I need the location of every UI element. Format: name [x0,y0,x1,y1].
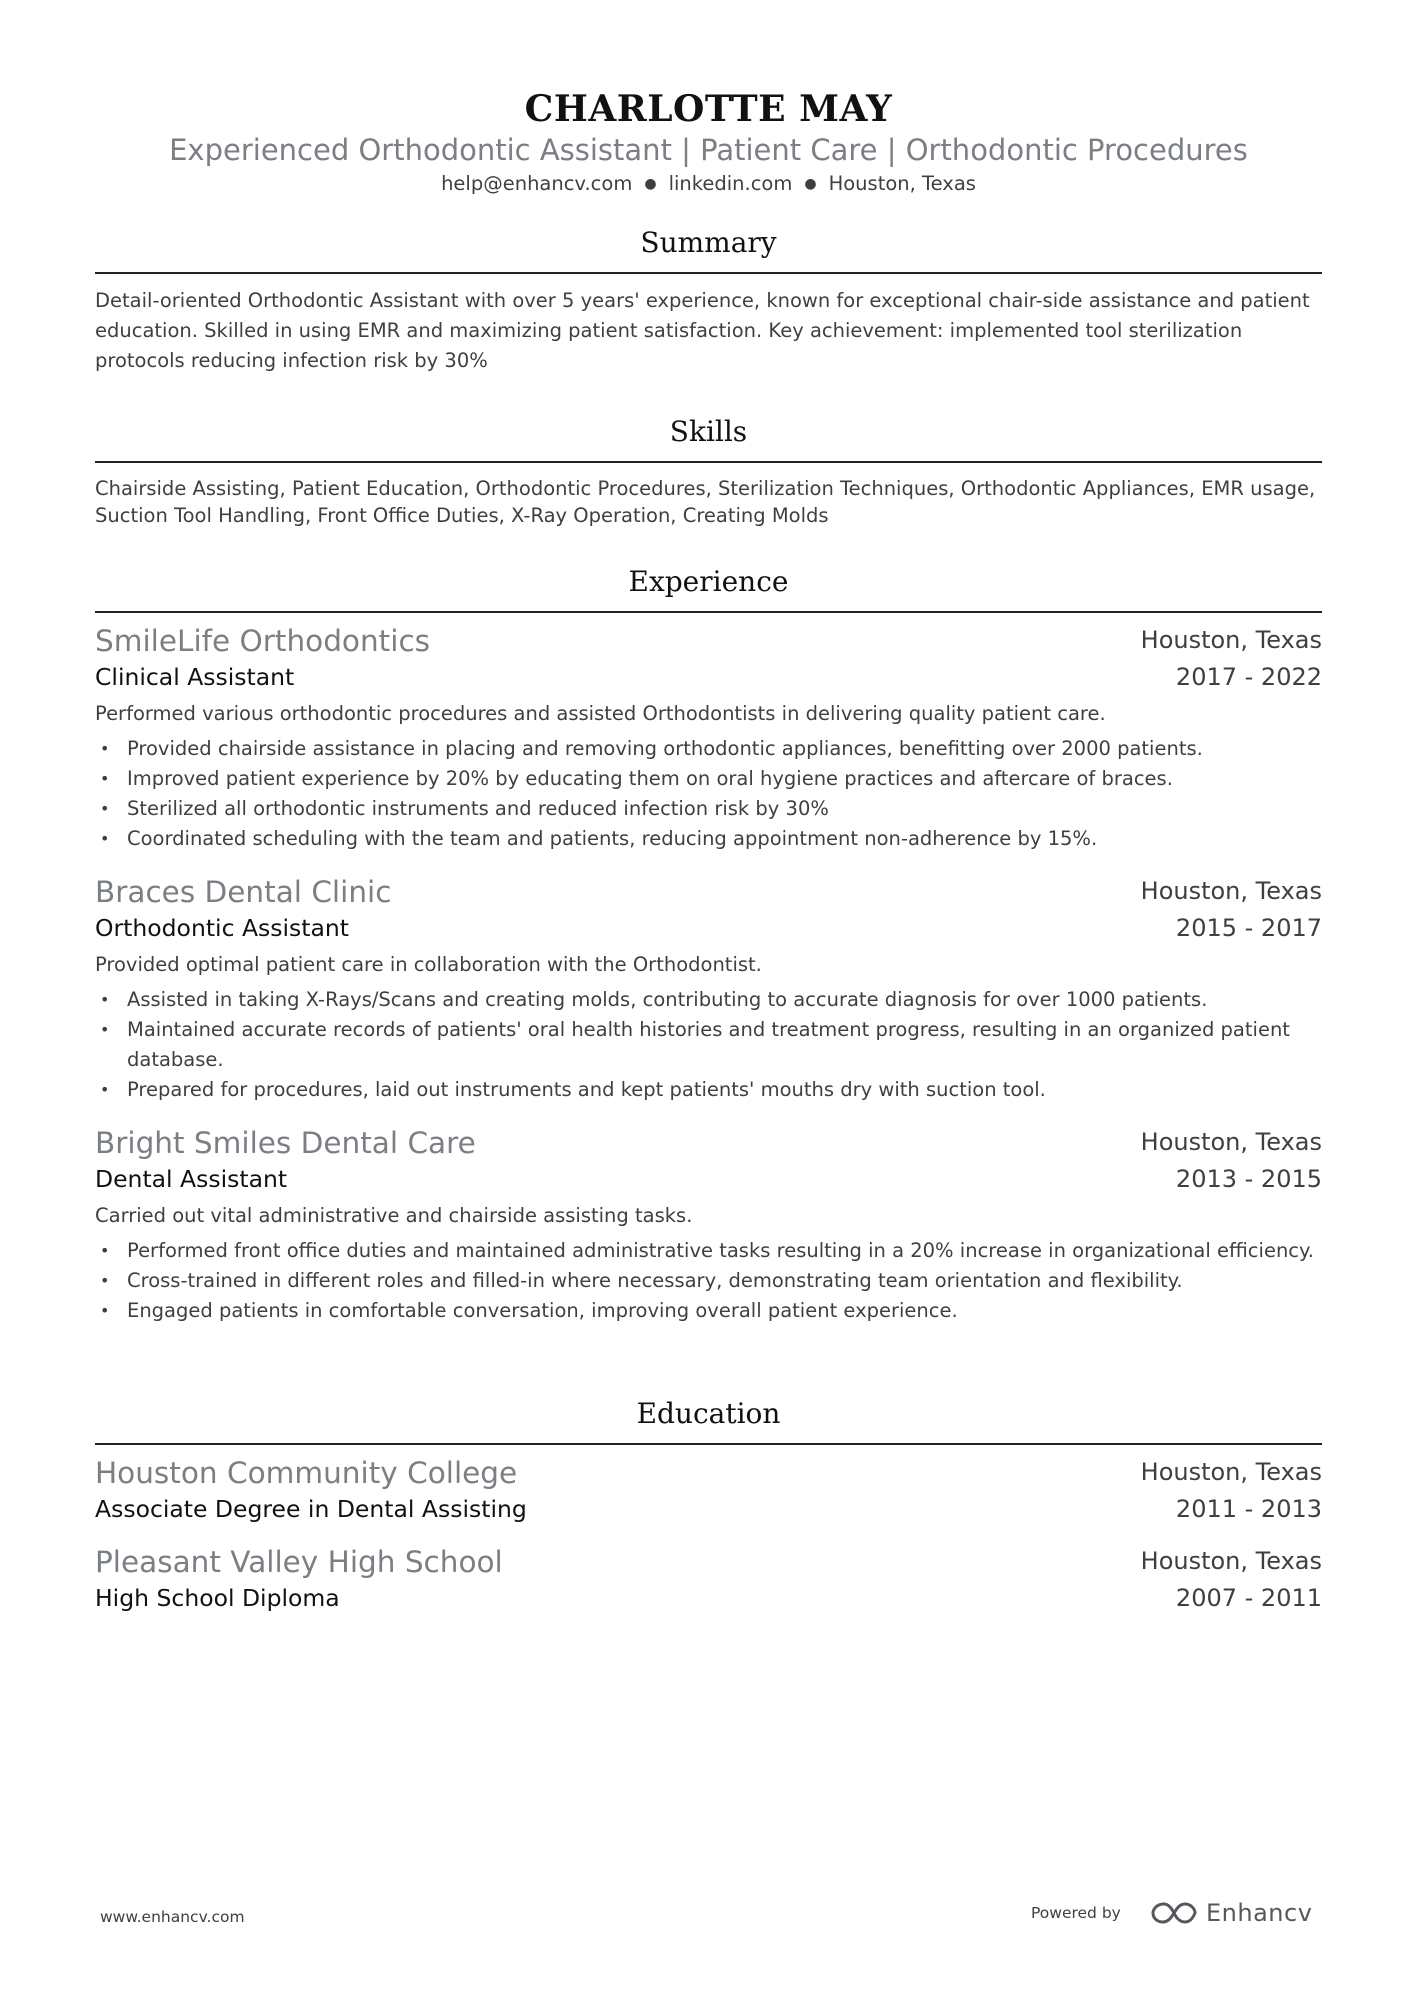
job-title: Clinical Assistant [95,663,295,691]
job-title: Dental Assistant [95,1165,288,1193]
experience-heading: Experience [628,565,789,598]
achievement-item: • Maintained accurate records of patients' oral health histories and treatment progress, resulting in an organized patient database. [95,1015,1322,1075]
summary-heading: Summary [640,226,777,259]
company-name: Bright Smiles Dental Care [95,1126,476,1160]
achievement-list [95,985,1322,1105]
skills-heading: Skills [669,415,748,448]
section-divider [95,1443,1322,1445]
education-heading: Education [636,1397,781,1430]
school-location: Houston, Texas [1140,1458,1322,1486]
achievement-item: • Coordinated scheduling with the team and patients, reducing appointment non-adherence by 15%. [95,824,1322,854]
section-divider [95,611,1322,613]
company-location: Houston, Texas [1140,1128,1322,1156]
job-title: Orthodontic Assistant [95,914,350,942]
education-dates: 2007 - 2011 [1175,1584,1322,1612]
achievement-item: • Provided chairside assistance in placing and removing orthodontic appliances, benefitting over 2000 patients. [95,734,1322,764]
achievement-item: • Prepared for procedures, laid out instruments and kept patients' mouths dry with suction tool. [95,1075,1322,1105]
achievement-item: • Cross-trained in different roles and filled-in where necessary, demonstrating team orientation and flexibility. [95,1266,1322,1296]
achievement-item: • Engaged patients in comfortable conversation, improving overall patient experience. [95,1296,1322,1326]
job-dates: 2015 - 2017 [1175,914,1322,942]
separator-dot: ● [644,176,657,192]
footer-website[interactable]: www.enhancv.com [100,1908,245,1926]
job-dates: 2017 - 2022 [1175,663,1322,691]
school-name: Houston Community College [95,1456,518,1490]
contact-linkedin[interactable]: linkedin.com [668,172,793,195]
company-location: Houston, Texas [1140,626,1322,654]
achievement-item: • Assisted in taking X-Rays/Scans and creating molds, contributing to accurate diagnosis for over 1000 patients. [95,985,1322,1015]
job-description: Provided optimal patient care in collaboration with the Orthodontist. [95,953,762,976]
school-location: Houston, Texas [1140,1547,1322,1575]
separator-dot: ● [804,176,817,192]
contact-location: Houston, Texas [828,172,976,195]
footer-brand-logo[interactable] [1150,1893,1312,1933]
achievement-item: • Performed front office duties and maintained administrative tasks resulting in a 20% increase in organizational efficiency. [95,1236,1322,1266]
achievement-list [95,734,1322,854]
section-divider [95,461,1322,463]
section-divider [95,272,1322,274]
education-dates: 2011 - 2013 [1175,1495,1322,1523]
contact-line [95,172,1322,195]
achievement-list [95,1236,1322,1326]
job-dates: 2013 - 2015 [1175,1165,1322,1193]
footer-brand-name: Enhancv [1206,1899,1313,1927]
company-name: SmileLife Orthodontics [95,624,431,658]
candidate-name: CHARLOTTE MAY [524,88,893,130]
degree-title: Associate Degree in Dental Assisting [95,1495,527,1523]
degree-title: High School Diploma [95,1584,340,1612]
enhancv-logo-icon [1150,1900,1198,1926]
skills-text: Chairside Assisting, Patient Education, Orthodontic Procedures, Sterilization Techniques, Orthodontic Appliances, EMR usage, Suction Tool Handling, Front Office Duties, X-Ray Operation, Creating Molds [95,477,1316,527]
summary-text: Detail-oriented Orthodontic Assistant with over 5 years' experience, known for exceptional chair-side assistance and patient education. Skilled in using EMR and maximizing patient satisfaction. Key achievement: implemented tool sterilization protocols reducing infection risk by 30% [95,289,1310,372]
footer-powered-by: Powered by [1031,1904,1121,1922]
job-description: Performed various orthodontic procedures and assisted Orthodontists in delivering quality patient care. [95,702,1106,725]
achievement-item: • Improved patient experience by 20% by educating them on oral hygiene practices and aftercare of braces. [95,764,1322,794]
job-description: Carried out vital administrative and chairside assisting tasks. [95,1204,693,1227]
school-name: Pleasant Valley High School [95,1545,503,1579]
company-location: Houston, Texas [1140,877,1322,905]
candidate-tagline: Experienced Orthodontic Assistant | Patient Care | Orthodontic Procedures [169,133,1248,167]
company-name: Braces Dental Clinic [95,875,392,909]
achievement-item: • Sterilized all orthodontic instruments and reduced infection risk by 30% [95,794,1322,824]
contact-email[interactable]: help@enhancv.com [441,172,633,195]
